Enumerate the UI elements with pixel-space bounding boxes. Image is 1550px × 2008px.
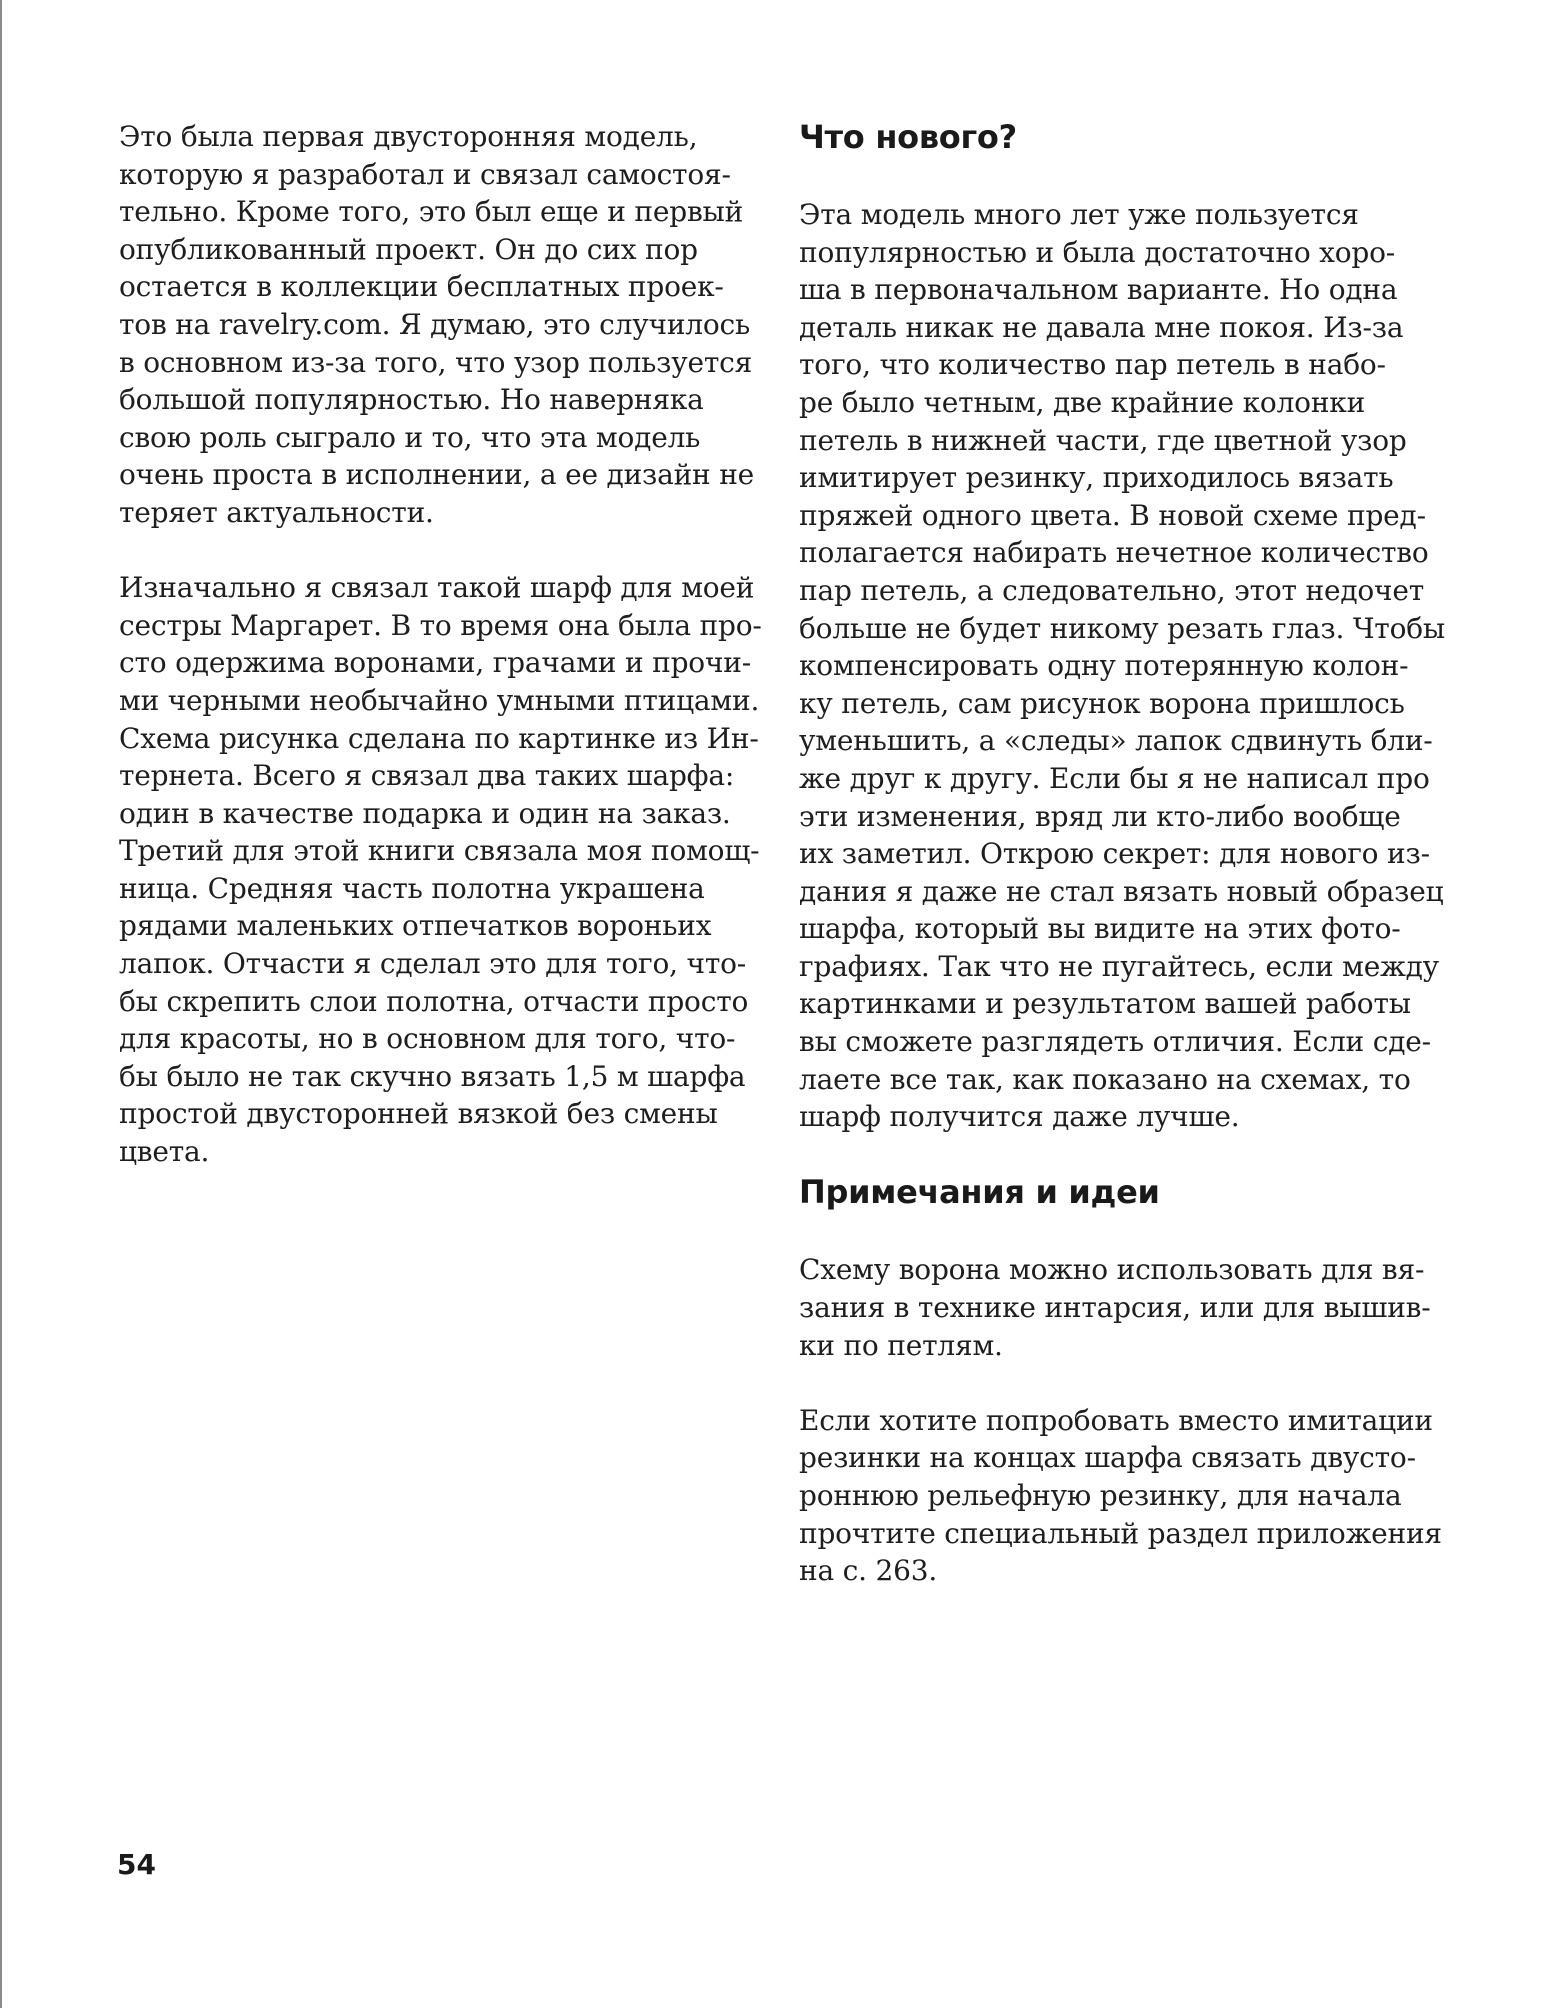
text-line: ки по петлям. [799, 1328, 1003, 1362]
text-line: тельно. Кроме того, это был еще и первый [119, 195, 744, 229]
text-line: ре было четным, две крайние колонки [799, 385, 1366, 419]
text-line: тов на ravelry.com. Я думаю, это случилось [119, 307, 751, 341]
text-line: картинками и результатом вашей работы [799, 987, 1411, 1021]
text-line: большой популярностью. Но наверняка [119, 383, 704, 417]
text-line: рядами маленьких отпечатков вороньих [119, 909, 712, 943]
text-line: полагается набирать нечетное количество [799, 536, 1429, 570]
text-line: эти изменения, вряд ли кто-либо вообще [799, 799, 1401, 833]
section-heading: Примечания и идеи [799, 1173, 1160, 1212]
text-line: же друг к другу. Если бы я не написал про [799, 761, 1430, 795]
text-line: Эта модель много лет уже пользуется [799, 198, 1359, 231]
paragraph [799, 1251, 1439, 1364]
text-line: Если хотите попробовать вместо имитации [799, 1403, 1433, 1437]
right-column [799, 118, 1445, 1590]
paragraph [799, 1402, 1442, 1590]
text-line: Это была первая двусторонняя модель, [119, 120, 698, 153]
text-line: один в качестве подарка и один на заказ. [119, 796, 731, 830]
paragraph [799, 196, 1445, 1136]
text-line: Схему ворона можно использовать для вя- [799, 1253, 1425, 1287]
text-line: шарф получится даже лучше. [799, 1100, 1240, 1134]
text-line: ша в первоначальном варианте. Но одна [799, 273, 1398, 307]
text-line: бы было не так скучно вязать 1,5 м шарфа [119, 1059, 746, 1093]
text-line: Третий для этой книги связала моя помощ- [119, 834, 760, 868]
text-line: дания я даже не стал вязать новый образец [799, 874, 1444, 908]
text-line: ку петель, сам рисунок ворона пришлось [799, 686, 1405, 720]
text-line: роннюю рельефную резинку, для начала [799, 1479, 1402, 1512]
text-line: опубликованный проект. Он до сих пор [119, 232, 698, 266]
text-line: прочтите специальный раздел приложения [799, 1516, 1442, 1550]
text-line: больше не будет никому резать глаз. Чтобы [799, 611, 1445, 645]
text-line: пряжей одного цвета. В новой схеме пред- [799, 498, 1426, 532]
text-line: сестры Маргарет. В то время она была про- [119, 608, 762, 642]
text-line: теряет актуальности. [119, 495, 434, 529]
text-line: петель в нижней части, где цветной узор [799, 423, 1407, 457]
text-line: остается в коллекции бесплатных проек- [119, 270, 724, 304]
page-number: 54 [117, 1848, 156, 1881]
text-line: лапок. Отчасти я сделал это для того, что- [119, 947, 747, 981]
text-line: того, что количество пар петель в набо- [799, 348, 1386, 382]
text-line: свою роль сыграло и то, что эта модель [119, 420, 701, 454]
text-line: лаете все так, как показано на схемах, то [799, 1062, 1411, 1096]
text-line: на с. 263. [799, 1554, 938, 1588]
text-line: ница. Средняя часть полотна украшена [119, 871, 705, 905]
text-line: компенсировать одну потерянную колон- [799, 649, 1409, 683]
text-line: вы сможете разглядеть отличия. Если сде- [799, 1025, 1431, 1059]
text-line: для красоты, но в основном для того, что- [119, 1022, 736, 1056]
text-line: очень проста в исполнении, а ее дизайн не [119, 458, 755, 492]
text-line: которую я разработал и связал самостоя- [119, 157, 731, 191]
paragraph [119, 118, 755, 532]
text-line: их заметил. Открою секрет: для нового из- [799, 837, 1430, 871]
text-line: зания в технике интарсия, или для вышив- [799, 1291, 1431, 1325]
text-line: графиях. Так что не пугайтесь, если между [799, 949, 1439, 983]
text-line: имитирует резинку, приходилось вязать [799, 461, 1394, 495]
page-edge-line [0, 0, 2, 2008]
text-line: пар петель, а следовательно, этот недочет [799, 573, 1425, 607]
text-line: шарфа, который вы видите на этих фото- [799, 912, 1401, 946]
text-line: ми черными необычайно умными птицами. [119, 683, 760, 717]
left-column [119, 118, 762, 1171]
text-line: уменьшить, а «следы» лапок сдвинуть бли- [799, 724, 1433, 758]
text-line: популярностью и была достаточно хоро- [799, 235, 1396, 269]
paragraph [119, 569, 762, 1171]
text-line: тернета. Всего я связал два таких шарфа: [119, 759, 735, 793]
text-line: Изначально я связал такой шарф для моей [119, 571, 755, 605]
text-line: Схема рисунка сделана по картинке из Ин- [119, 721, 759, 755]
text-line: бы скрепить слои полотна, отчасти просто [119, 984, 749, 1018]
text-line: резинки на концах шарфа связать двусто- [799, 1441, 1416, 1475]
text-line: простой двусторонней вязкой без смены [119, 1097, 718, 1131]
section-heading: Что нового? [799, 118, 1017, 156]
text-line: в основном из-за того, что узор пользуется [119, 345, 753, 379]
text-line: деталь никак не давала мне покоя. Из-за [799, 310, 1404, 344]
text-line: сто одержима воронами, грачами и прочи- [119, 646, 751, 680]
text-line: цвета. [119, 1135, 210, 1169]
